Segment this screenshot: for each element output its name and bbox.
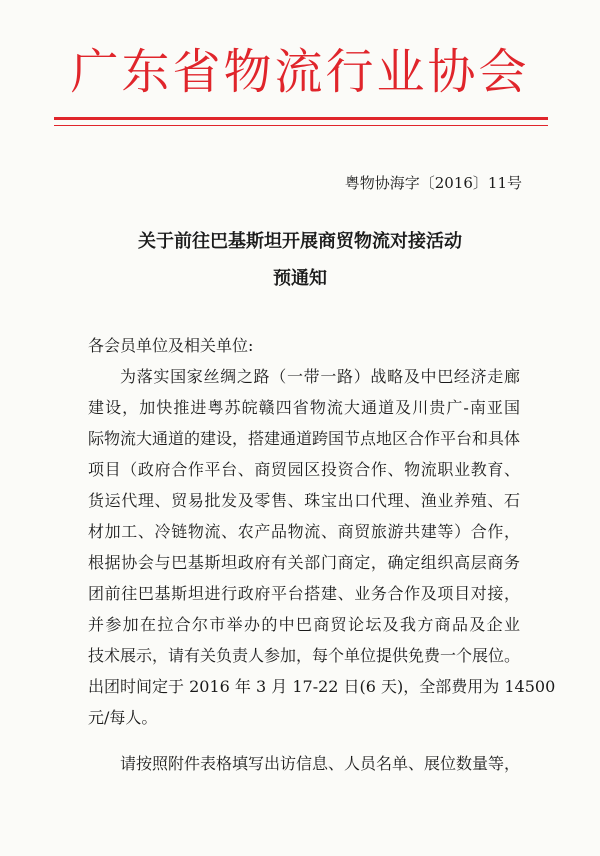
paragraph-line: 建设，加快推进粤苏皖赣四省物流大通道及川贵广-南亚国: [88, 398, 520, 417]
letterhead-rule-thick: [54, 117, 548, 120]
notice-title-line-1: 关于前往巴基斯坦开展商贸物流对接活动: [138, 231, 462, 252]
paragraph-line: 出团时间定于 2016 年 3 月 17-22 日(6 天)，全部费用为 14500: [88, 677, 556, 696]
letterhead-rule-thin: [54, 125, 548, 126]
paragraph-line: 为落实国家丝绸之路（一带一路）战略及中巴经济走廊: [120, 367, 520, 386]
notice-title-line-2: 预通知: [273, 268, 327, 289]
paragraph-line: 团前往巴基斯坦进行政府平台搭建、业务合作及项目对接，: [88, 584, 520, 603]
document-number: 粤物协海字〔2016〕11号: [344, 174, 522, 192]
paragraph-line: 货运代理、贸易批发及零售、珠宝出口代理、渔业养殖、石: [88, 491, 520, 510]
paragraph-line: 际物流大通道的建设，搭建通道跨国节点地区合作平台和具体: [88, 429, 521, 448]
organization-letterhead: 广东省物流行业协会: [70, 44, 530, 100]
paragraph-line: 项目（政府合作平台、商贸园区投资合作、物流职业教育、: [88, 460, 520, 479]
paragraph-line: 材加工、冷链物流、农产品物流、商贸旅游共建等）合作，: [88, 522, 520, 541]
paragraph-line: 根据协会与巴基斯坦政府有关部门商定，确定组织高层商务: [88, 553, 520, 572]
paragraph-line: 元/每人。: [88, 708, 158, 727]
salutation: 各会员单位及相关单位:: [88, 336, 254, 355]
paragraph-line: 技术展示，请有关负责人参加，每个单位提供免费一个展位。: [88, 646, 521, 665]
paragraph-line: 并参加在拉合尔市举办的中巴商贸论坛及我方商品及企业: [88, 615, 520, 634]
paragraph-line: 请按照附件表格填写出访信息、人员名单、展位数量等，: [120, 754, 521, 773]
